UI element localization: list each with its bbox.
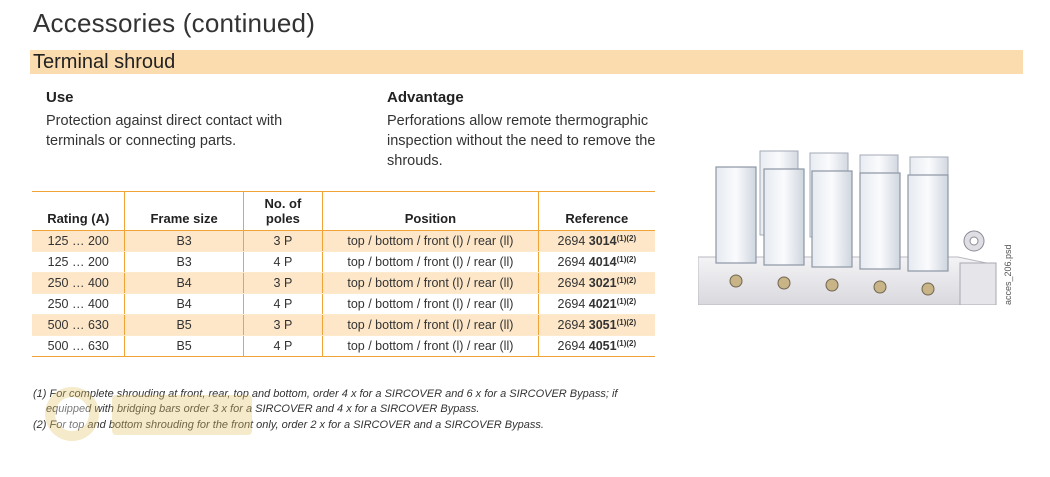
cell-rating: 500 … 630 [32, 315, 125, 336]
cell-poles: 4 P [243, 252, 322, 273]
reference-code: 4021 [588, 297, 617, 311]
use-text [46, 111, 282, 151]
advantage-heading: Advantage [387, 89, 464, 106]
cell-poles: 3 P [243, 315, 322, 336]
header-poles-line2: poles [265, 211, 300, 226]
reference-notes: (1)(2) [616, 255, 637, 264]
advantage-line: shrouds. [387, 153, 443, 169]
cell-reference [538, 273, 655, 294]
section-band [30, 50, 1023, 74]
reference-code: 3014 [588, 234, 617, 248]
reference-notes: (1)(2) [616, 339, 637, 348]
use-line: Protection against direct contact with [46, 113, 283, 129]
reference-notes: (1)(2) [616, 234, 637, 243]
cell-reference [538, 252, 655, 273]
reference-notes: (1)(2) [616, 276, 637, 285]
reference-prefix: 2694 [557, 255, 589, 269]
header-reference: Reference [538, 192, 655, 231]
reference-code: 4014 [588, 255, 617, 269]
cell-rating: 500 … 630 [32, 336, 125, 357]
cell-frame-size: B3 [125, 231, 243, 252]
cell-position: top / bottom / front (l) / rear (ll) [323, 252, 539, 273]
reference-code: 3021 [588, 276, 617, 290]
cell-frame-size: B4 [125, 273, 243, 294]
page-title: Accessories (continued) [33, 8, 316, 38]
watermark-logo [42, 383, 252, 445]
cell-position: top / bottom / front (l) / rear (ll) [323, 336, 539, 357]
cell-poles: 3 P [243, 273, 322, 294]
cell-position: top / bottom / front (l) / rear (ll) [323, 231, 539, 252]
reference-prefix: 2694 [557, 234, 589, 248]
cell-position: top / bottom / front (l) / rear (ll) [323, 315, 539, 336]
cell-frame-size: B5 [125, 315, 243, 336]
cell-frame-size: B4 [125, 294, 243, 315]
cell-reference [538, 231, 655, 252]
advantage-text [387, 111, 655, 171]
table-row [32, 231, 655, 252]
cell-reference [538, 315, 655, 336]
cell-poles: 4 P [243, 336, 322, 357]
reference-code: 4051 [588, 339, 617, 353]
reference-prefix: 2694 [557, 318, 589, 332]
cell-rating: 125 … 200 [32, 231, 125, 252]
header-poles-line1: No. of [264, 196, 302, 211]
cell-reference [538, 294, 655, 315]
section-title: Terminal shroud [33, 51, 176, 73]
cell-position: top / bottom / front (l) / rear (ll) [323, 294, 539, 315]
table-row [32, 252, 655, 273]
table-row [32, 273, 655, 294]
reference-notes: (1)(2) [616, 297, 637, 306]
cell-frame-size: B5 [125, 336, 243, 357]
cell-reference [538, 336, 655, 357]
footnote-1: (1) For complete shrouding at front, rear, top and bottom, order 4 x for a SIRCOVER and 6 x for a SIRCOVER Bypass; if [33, 388, 618, 400]
table-header-row [32, 192, 655, 231]
cell-poles: 4 P [243, 294, 322, 315]
use-heading: Use [46, 89, 74, 106]
table-row [32, 294, 655, 315]
cell-rating: 125 … 200 [32, 252, 125, 273]
cell-poles: 3 P [243, 231, 322, 252]
table-row [32, 336, 655, 357]
reference-table [32, 191, 655, 357]
reference-prefix: 2694 [557, 339, 589, 353]
photo-caption: acces_206.psd [1003, 244, 1013, 305]
cell-rating: 250 … 400 [32, 273, 125, 294]
header-frame-size: Frame size [125, 192, 243, 231]
header-poles [243, 192, 322, 231]
advantage-line: inspection without the need to remove the [387, 133, 656, 149]
reference-prefix: 2694 [557, 276, 589, 290]
reference-code: 3051 [588, 318, 617, 332]
terminal-shroud-photo [698, 145, 998, 305]
footnote-1-continued: equipped with bridging bars order 3 x for a SIRCOVER and 4 x for a SIRCOVER Bypass. [46, 403, 480, 415]
cell-rating: 250 … 400 [32, 294, 125, 315]
cell-frame-size: B3 [125, 252, 243, 273]
header-position: Position [323, 192, 539, 231]
table-row [32, 315, 655, 336]
header-rating: Rating (A) [32, 192, 125, 231]
reference-notes: (1)(2) [616, 318, 637, 327]
cell-position: top / bottom / front (l) / rear (ll) [323, 273, 539, 294]
reference-prefix: 2694 [557, 297, 589, 311]
advantage-line: Perforations allow remote thermographic [387, 113, 649, 129]
use-line: terminals or connecting parts. [46, 133, 237, 149]
footnote-2: (2) For top and bottom shrouding for the front only, order 2 x for a SIRCOVER and a SIRCOVER Bypass. [33, 419, 544, 431]
